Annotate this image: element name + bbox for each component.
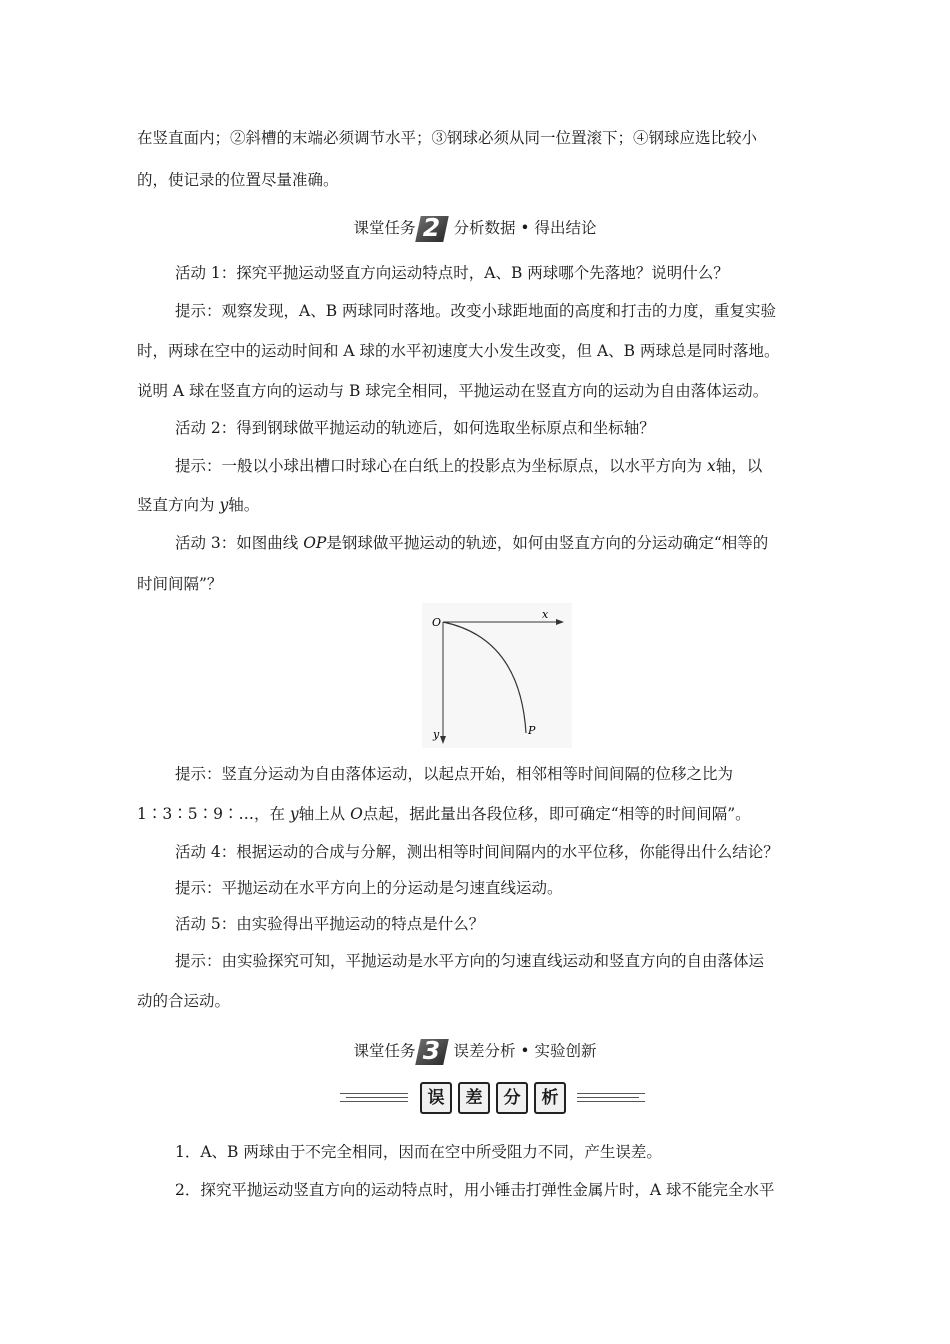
end-point-label: P (528, 724, 536, 737)
activity-5: 活动 5：由实验得出平抛运动的特点是什么？ (175, 915, 485, 933)
activity-2: 活动 2：得到钢球做平抛运动的轨迹后，如何选取坐标原点和坐标轴？ (175, 419, 655, 437)
hint-5-cont: 动的合运动。 (137, 992, 231, 1010)
section-prefix: 课堂任务 (353, 1042, 416, 1060)
hint-1-cont: 时，两球在空中的运动时间和 A 球的水平初速度大小发生改变，但 A、B 两球总是同时落地。 (137, 342, 780, 360)
hint-3: 提示：竖直分运动为自由落体运动，以起点开始，相邻相等时间间隔的位移之比为 (175, 765, 734, 783)
section-title: 分析数据 • 得出结论 (453, 219, 597, 237)
hint-3-cont: 1∶3∶5∶9∶…，在 y轴上从 O点起，据此量出各段位移，即可确定“相等的时间间隔”。 (137, 805, 751, 823)
banner-char: 析 (534, 1082, 566, 1114)
banner-char: 分 (496, 1082, 528, 1114)
section-prefix: 课堂任务 (353, 219, 416, 237)
hint-2-cont: 竖直方向为 y轴。 (137, 496, 260, 514)
section-number: 3 (422, 1036, 441, 1065)
trajectory-figure (422, 603, 572, 752)
trajectory-diagram (422, 603, 572, 748)
hint-2: 提示：一般以小球出槽口时球心在白纸上的投影点为坐标原点，以水平方向为 x轴，以 (175, 457, 763, 475)
hint-1-cont: 说明 A 球在竖直方向的运动与 B 球完全相同，平抛运动在竖直方向的运动为自由落体运动。 (137, 382, 769, 400)
section-number: 2 (422, 213, 441, 242)
error-analysis-banner (340, 1082, 645, 1116)
hint-1: 提示：观察发现，A、B 两球同时落地。改变小球距地面的高度和打击的力度，重复实验 (175, 302, 777, 320)
section-header-2 (0, 213, 950, 243)
hint-5: 提示：由实验探究可知，平抛运动是水平方向的匀速直线运动和竖直方向的自由落体运 (175, 952, 765, 970)
activity-4: 活动 4：根据运动的合成与分解，测出相等时间间隔内的水平位移，你能得出什么结论？ (175, 843, 779, 861)
error-item-1: 1．A、B 两球由于不完全相同，因而在空中所受阻力不同，产生误差。 (175, 1143, 662, 1161)
origin-label: O (432, 616, 442, 629)
x-axis-label: x (542, 608, 549, 621)
banner-char: 误 (420, 1082, 452, 1114)
paragraph-line: 的，使记录的位置尽量准确。 (137, 171, 339, 189)
activity-1: 活动 1：探究平抛运动竖直方向运动特点时，A、B 两球哪个先落地？说明什么？ (175, 264, 729, 282)
section-title: 误差分析 • 实验创新 (453, 1042, 597, 1060)
section-number-badge (418, 1036, 446, 1065)
activity-3-cont: 时间间隔”？ (137, 575, 223, 593)
hint-4: 提示：平抛运动在水平方向上的分运动是匀速直线运动。 (175, 879, 563, 897)
y-axis-label: y (433, 728, 440, 741)
section-header-3 (0, 1036, 950, 1066)
section-number-badge (418, 213, 446, 242)
banner-char: 差 (458, 1082, 490, 1114)
paragraph-line: 在竖直面内；②斜槽的末端必须调节水平；③钢球必须从同一位置滚下；④钢球应选比较小 (137, 129, 758, 147)
error-item-2: 2．探究平抛运动竖直方向的运动特点时，用小锤击打弹性金属片时，A 球不能完全水平 (175, 1181, 775, 1199)
activity-3: 活动 3：如图曲线 OP是钢球做平抛运动的轨迹，如何由竖直方向的分运动确定“相等的 (175, 534, 769, 552)
